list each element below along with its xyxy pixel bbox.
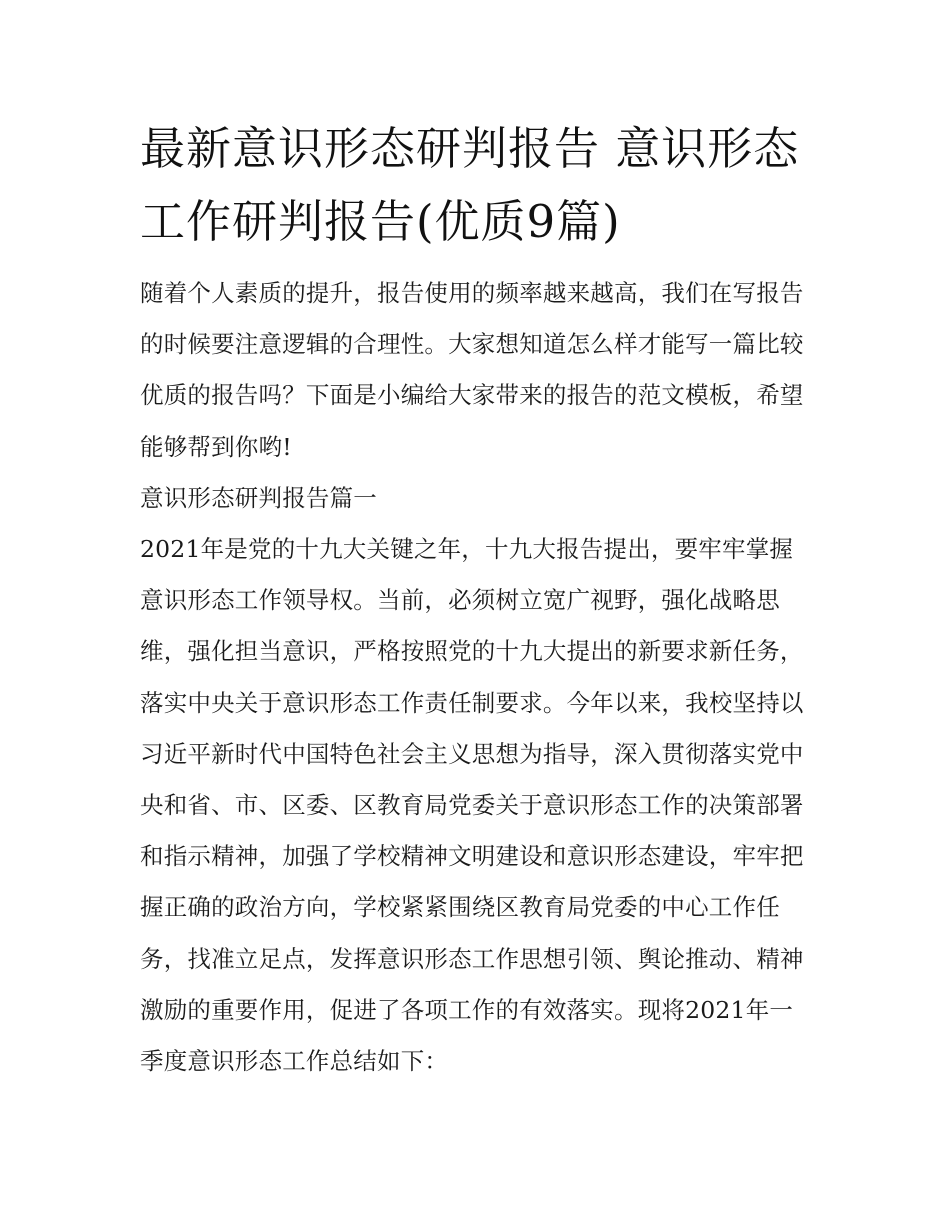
document-content (140, 112, 816, 1087)
body-paragraph: 2021年是党的十九大关键之年，十九大报告提出，要牢牢掌握意识形态工作领导权。当前，必须树立宽广视野，强化战略思维，强化担当意识，严格按照党的十九大提出的新要求新任务，落实中央关于意识形态工作责任制要求。今年以来，我校坚持以习近平新时代中国特色社会主义思想为指导，深入贯彻落实党中央和省、市、区委、区教育局党委关于意识形态工作的决策部署和指示精神，加强了学校精神文明建设和意识形态建设，牢牢把握正确的政治方向，学校紧紧围绕区教育局党委的中心工作任务，找准立足点，发挥意识形态工作思想引领、舆论推动、精神激励的重要作用，促进了各项工作的有效落实。现将2021年一季度意识形态工作总结如下： (140, 535, 804, 1076)
section-heading: 意识形态研判报告篇一 (140, 483, 377, 512)
document-title: 最新意识形态研判报告 意识形态工作研判报告(优质9篇) (140, 122, 800, 248)
intro-paragraph: 随着个人素质的提升，报告使用的频率越来越高，我们在写报告的时候要注意逻辑的合理性。大家想知道怎么样才能写一篇比较优质的报告吗？下面是小编给大家带来的报告的范文模板，希望能够帮到你哟! (140, 279, 804, 461)
